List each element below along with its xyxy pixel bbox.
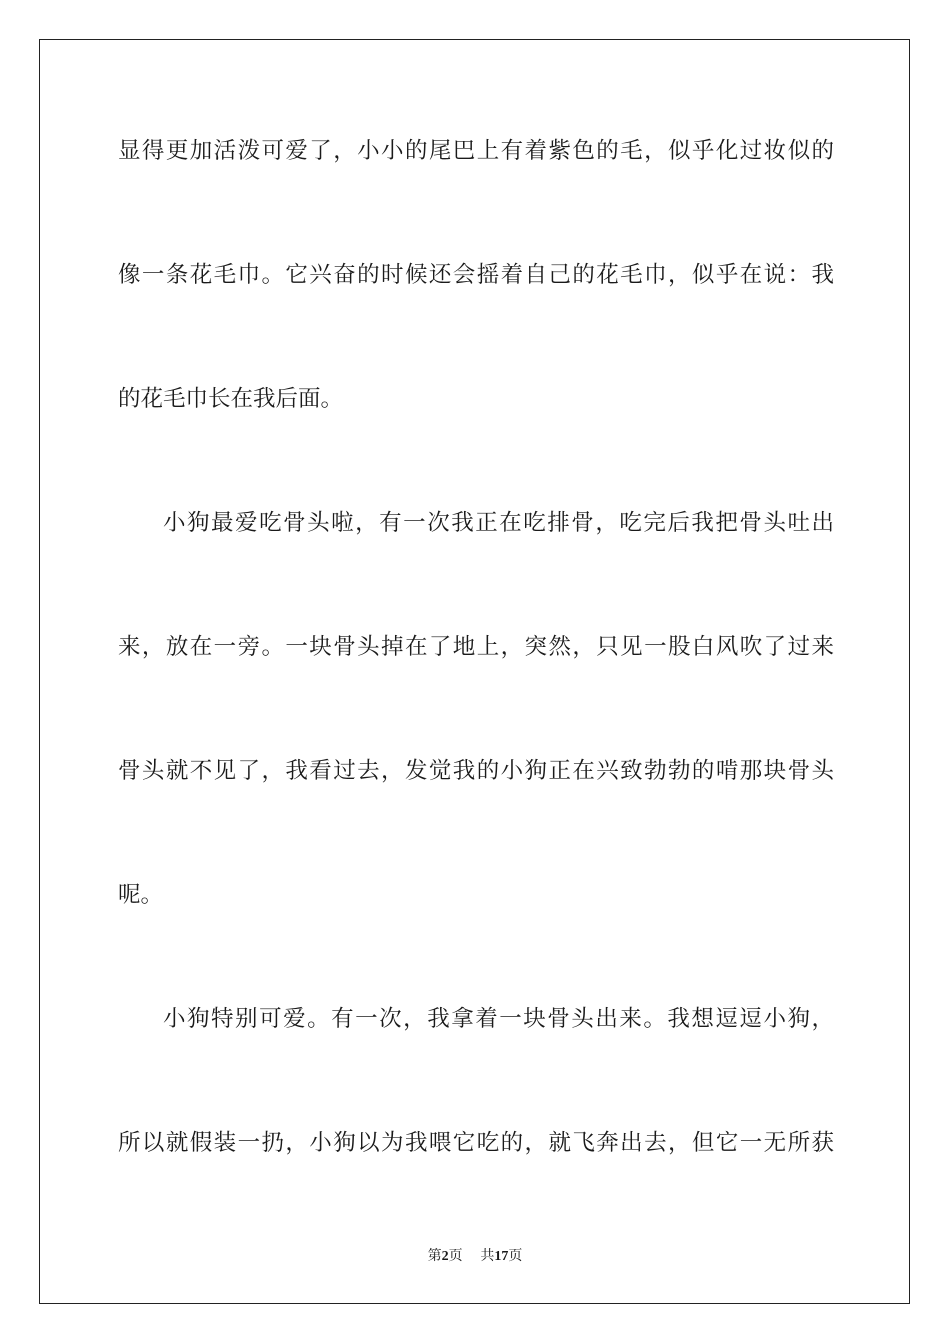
body-line-5: 来，放在一旁。一块骨头掉在了地上，突然，只见一股白风吹了过来 bbox=[118, 634, 834, 660]
footer-page-suffix: 页 bbox=[448, 1248, 463, 1264]
body-line-2: 像一条花毛巾。它兴奋的时候还会摇着自己的花毛巾，似乎在说：我 bbox=[118, 262, 834, 288]
footer-total-suffix: 页 bbox=[508, 1248, 523, 1264]
body-line-1: 显得更加活泼可爱了，小小的尾巴上有着紫色的毛，似乎化过妆似的 bbox=[118, 138, 834, 164]
footer-page-number: 2 bbox=[441, 1249, 449, 1264]
footer-total-pages: 17 bbox=[494, 1249, 509, 1264]
body-line-8: 小狗特别可爱。有一次，我拿着一块骨头出来。我想逗逗小狗， bbox=[163, 1006, 834, 1032]
body-line-4: 小狗最爱吃骨头啦，有一次我正在吃排骨，吃完后我把骨头吐出 bbox=[163, 510, 834, 536]
body-line-6: 骨头就不见了，我看过去，发觉我的小狗正在兴致勃勃的啃那块骨头 bbox=[118, 758, 834, 784]
footer-total-prefix: 共 bbox=[480, 1248, 495, 1264]
body-line-7: 呢。 bbox=[118, 882, 164, 908]
body-line-9: 所以就假装一扔，小狗以为我喂它吃的，就飞奔出去，但它一无所获 bbox=[118, 1130, 834, 1156]
page-footer bbox=[0, 1246, 950, 1267]
page-border bbox=[39, 39, 910, 1304]
footer-page-prefix: 第 bbox=[427, 1248, 442, 1264]
body-line-3: 的花毛巾长在我后面。 bbox=[118, 386, 344, 412]
